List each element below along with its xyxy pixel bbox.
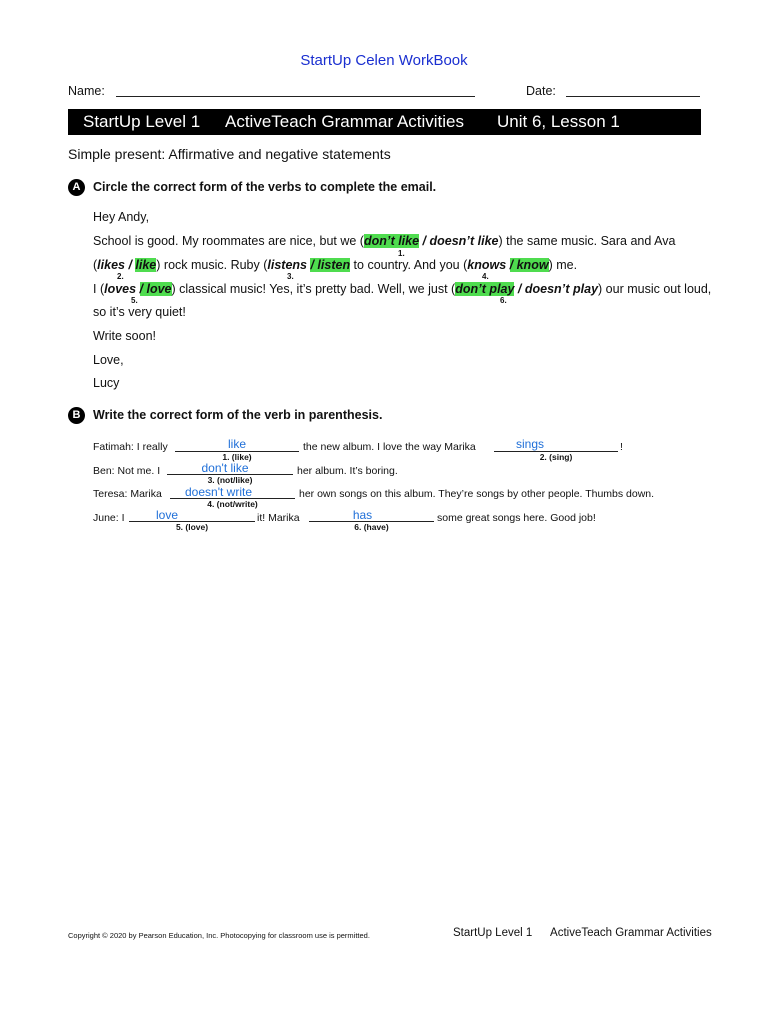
section-a-badge: A <box>68 179 85 196</box>
text: ) the same music. Sara and Ava <box>498 234 676 248</box>
hint-2: 2. (sing) <box>539 452 573 462</box>
option-likes[interactable]: likes / <box>97 258 136 272</box>
item-number-1: 1. <box>398 249 405 258</box>
option-doesnt-like[interactable]: / doesn’t like <box>419 234 499 248</box>
row-1-suffix: ! <box>620 441 623 453</box>
workbook-title: StartUp Celen WorkBook <box>300 52 468 69</box>
email-line-5: Write soon! <box>93 329 156 343</box>
answer-3[interactable]: don't like <box>201 461 249 475</box>
text: ( <box>93 258 98 272</box>
option-doesnt-play[interactable]: / doesn’t play <box>514 282 599 296</box>
option-loves[interactable]: loves <box>104 282 140 296</box>
header-banner <box>68 109 701 135</box>
date-field[interactable] <box>566 96 700 97</box>
banner-unit: Unit 6, Lesson 1 <box>497 112 620 131</box>
row-2-prefix: Ben: Not me. I <box>93 465 161 477</box>
option-knows[interactable]: knows <box>467 258 510 272</box>
email-greeting: Hey Andy, <box>93 210 150 224</box>
item-number-2: 2. <box>117 272 124 281</box>
hint-6: 6. (have) <box>354 522 389 532</box>
email-signature: Lucy <box>93 376 120 390</box>
email-line-4: so it’s very quiet! <box>93 305 186 319</box>
answer-6[interactable]: has <box>352 508 373 522</box>
answer-1[interactable]: like <box>227 437 246 451</box>
text: ) our music out loud, <box>598 282 712 296</box>
answer-5[interactable]: love <box>155 508 178 522</box>
section-a-instruction: Circle the correct form of the verbs to complete the email. <box>93 180 437 194</box>
row-4-suffix: some great songs here. Good job! <box>437 512 596 524</box>
hint-5: 5. (love) <box>175 522 209 532</box>
email-line-1 <box>93 234 675 248</box>
hint-1: 1. (like) <box>222 452 252 462</box>
row-1-prefix: Fatimah: I really <box>93 441 168 453</box>
item-number-4: 4. <box>482 272 489 281</box>
banner-level: StartUp Level 1 <box>83 112 201 131</box>
section-b-instruction: Write the correct form of the verb in parenthesis. <box>93 408 383 422</box>
footer-title <box>453 927 712 939</box>
section-b-badge: B <box>68 407 85 424</box>
option-listens[interactable]: listens <box>267 258 311 272</box>
hint-3: 3. (not/like) <box>207 475 253 485</box>
footer-level: StartUp Level 1 <box>453 927 533 939</box>
row-2-suffix: her album. It’s boring. <box>297 465 398 477</box>
option-know[interactable]: / know <box>509 258 549 272</box>
item-number-3: 3. <box>287 272 294 281</box>
text: I ( <box>93 282 105 296</box>
text: ) me. <box>548 258 578 272</box>
name-label: Name: <box>68 84 105 98</box>
name-field[interactable] <box>116 96 475 97</box>
item-number-5: 5. <box>131 296 138 305</box>
email-line-3 <box>93 282 711 296</box>
row-3-suffix: her own songs on this album. They’re songs by other people. Thumbs down. <box>299 488 655 500</box>
page-subtitle: Simple present: Affirmative and negative statements <box>68 146 391 162</box>
email-line-2 <box>93 258 577 272</box>
text: ) rock music. Ruby ( <box>156 258 268 272</box>
email-line-6: Love, <box>93 353 124 367</box>
row-4-middle: it! Marika <box>257 512 300 524</box>
row-1-middle: the new album. I love the way Marika <box>303 441 476 453</box>
date-label: Date: <box>526 84 556 98</box>
option-listen[interactable]: / listen <box>310 258 351 272</box>
hint-4: 4. (not/write) <box>207 499 258 509</box>
text: ) classical music! Yes, it’s pretty bad. Well, we just ( <box>171 282 456 296</box>
option-like[interactable]: like <box>135 258 157 272</box>
option-love[interactable]: / love <box>139 282 172 296</box>
footer-copyright: Copyright © 2020 by Pearson Education, Inc. Photocopying for classroom use is permitted. <box>68 931 370 940</box>
row-3-prefix: Teresa: Marika <box>93 488 162 500</box>
row-4-prefix: June: I <box>93 512 125 524</box>
option-dont-like[interactable]: don’t like <box>363 234 420 248</box>
text: School is good. My roommates are nice, but we ( <box>93 234 364 248</box>
option-dont-play[interactable]: don’t play <box>455 282 515 296</box>
answer-4[interactable]: doesn't write <box>185 485 252 499</box>
text: to country. And you ( <box>350 258 468 272</box>
answer-2[interactable]: sings <box>515 437 544 451</box>
banner-activities: ActiveTeach Grammar Activities <box>225 112 465 131</box>
item-number-6: 6. <box>500 296 507 305</box>
footer-activities: ActiveTeach Grammar Activities <box>550 927 712 939</box>
